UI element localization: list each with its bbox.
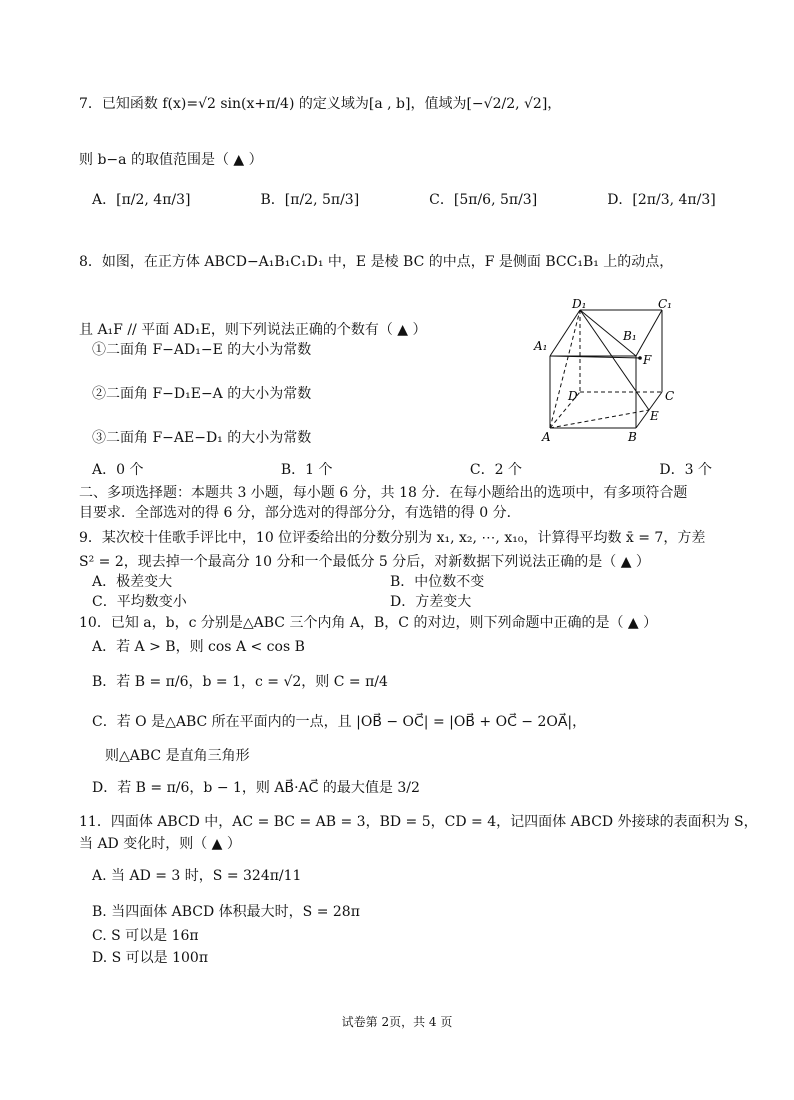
q8-options xyxy=(92,460,712,480)
q7-option-d: D．[2π/3, 4π/3] xyxy=(607,192,716,208)
q11-option-a: A. 当 AD = 3 时，S = 324π/11 xyxy=(92,868,302,884)
edge-a1d1 xyxy=(550,310,580,356)
q8-option-a: A．0 个 xyxy=(92,462,144,478)
q9-option-d: D．方差变大 xyxy=(390,594,472,610)
q10-stem: 10．已知 a，b，c 分别是△ABC 三个内角 A，B，C 的对边，则下列命题中正确的是（ ▲ ） xyxy=(79,615,658,631)
q11-stem: 11．四面体 ABCD 中，AC = BC = AB = 3，BD = 5，CD = 4，记四面体 ABCD 外接球的表面积为 S， xyxy=(79,814,758,830)
q8-statement-2: ②二面角 F−D₁E−A 的大小为常数 xyxy=(92,386,312,402)
label-b1: B₁ xyxy=(623,329,637,343)
q11-option-d: D. S 可以是 100π xyxy=(92,950,209,966)
label-d1: D₁ xyxy=(572,297,587,311)
q7-option-a: A．[π/2, 4π/3] xyxy=(92,192,191,208)
q7-question: 则 b−a 的取值范围是（ ▲ ） xyxy=(79,152,263,168)
point-f xyxy=(638,356,642,360)
q9-option-b: B．中位数不变 xyxy=(390,574,485,590)
label-a: A xyxy=(542,430,551,444)
q10-option-a: A．若 A > B，则 cos A < cos B xyxy=(92,639,305,655)
q8-option-d: D．3 个 xyxy=(659,462,712,478)
q10-option-d: D．若 B = π/6，b − 1，则 AB⃗·AC⃗ 的最大值是 3/2 xyxy=(92,780,420,796)
label-c1: C₁ xyxy=(658,297,672,311)
q8-statement-3: ③二面角 F−AE−D₁ 的大小为常数 xyxy=(92,430,312,446)
q8-option-b: B．1 个 xyxy=(280,462,333,478)
edge-ae-hidden xyxy=(550,410,649,428)
q7-stem: 7．已知函数 f(x)=√2 sin(x+π/4) 的定义域为[a , b]，值域为[−√2/2, √2]， xyxy=(79,96,562,112)
page-footer: 试卷第 2页，共 4 页 xyxy=(341,1015,453,1029)
label-b: B xyxy=(628,430,637,444)
cube-figure xyxy=(530,296,690,446)
label-c: C xyxy=(665,389,675,403)
q7-options xyxy=(92,190,716,210)
label-a1: A₁ xyxy=(534,339,548,353)
edge-d1e xyxy=(580,310,649,410)
q11-option-b: B. 当四面体 ABCD 体积最大时，S = 28π xyxy=(92,904,360,920)
q10-option-c-cont: 则△ABC 是直角三角形 xyxy=(105,748,250,764)
q9-question: S² = 2，现去掉一个最高分 10 分和一个最低分 5 分后，对新数据下列说法正确的是（ ▲ ） xyxy=(79,554,650,570)
q9-option-a: A．极差变大 xyxy=(92,574,173,590)
label-f: F xyxy=(643,353,652,367)
label-e: E xyxy=(650,409,659,423)
q11-option-c: C. S 可以是 16π xyxy=(92,928,199,944)
q10-option-c: C．若 O 是△ABC 所在平面内的一点，且 |OB⃗ − OC⃗| = |OB⃗ + OC⃗ − 2OA⃗|， xyxy=(92,714,587,730)
q11-question: 当 AD 变化时，则（ ▲ ） xyxy=(79,836,241,852)
q8-stem: 8．如图，在正方体 ABCD−A₁B₁C₁D₁ 中，E 是棱 BC 的中点，F 是侧面 BCC₁B₁ 上的动点， xyxy=(79,254,674,270)
q9-stem: 9．某次校十佳歌手评比中，10 位评委给出的分数分别为 x₁, x₂, ⋯, x₁₀，计算得平均数 x̄ = 7，方差 xyxy=(79,530,706,546)
section2-rules: 目要求．全部选对的得 6 分，部分选对的得部分分，有选错的得 0 分． xyxy=(79,505,521,521)
section2-heading: 二、多项选择题：本题共 3 小题，每小题 6 分，共 18 分．在每小题给出的选项中，有多项符合题 xyxy=(79,485,688,501)
label-d: D xyxy=(568,389,578,403)
q8-statement-1: ①二面角 F−AD₁−E 的大小为常数 xyxy=(92,342,312,358)
q7-option-b: B．[π/2, 5π/3] xyxy=(260,192,360,208)
q8-question: 且 A₁F // 平面 AD₁E，则下列说法正确的个数有（ ▲ ） xyxy=(79,322,427,338)
q10-option-b: B．若 B = π/6，b = 1，c = √2，则 C = π/4 xyxy=(92,674,388,690)
q8-option-c: C．2 个 xyxy=(469,462,522,478)
q9-option-c: C．平均数变小 xyxy=(92,594,187,610)
q7-option-c: C．[5π/6, 5π/3] xyxy=(429,192,538,208)
edge-b1c1 xyxy=(636,310,662,356)
